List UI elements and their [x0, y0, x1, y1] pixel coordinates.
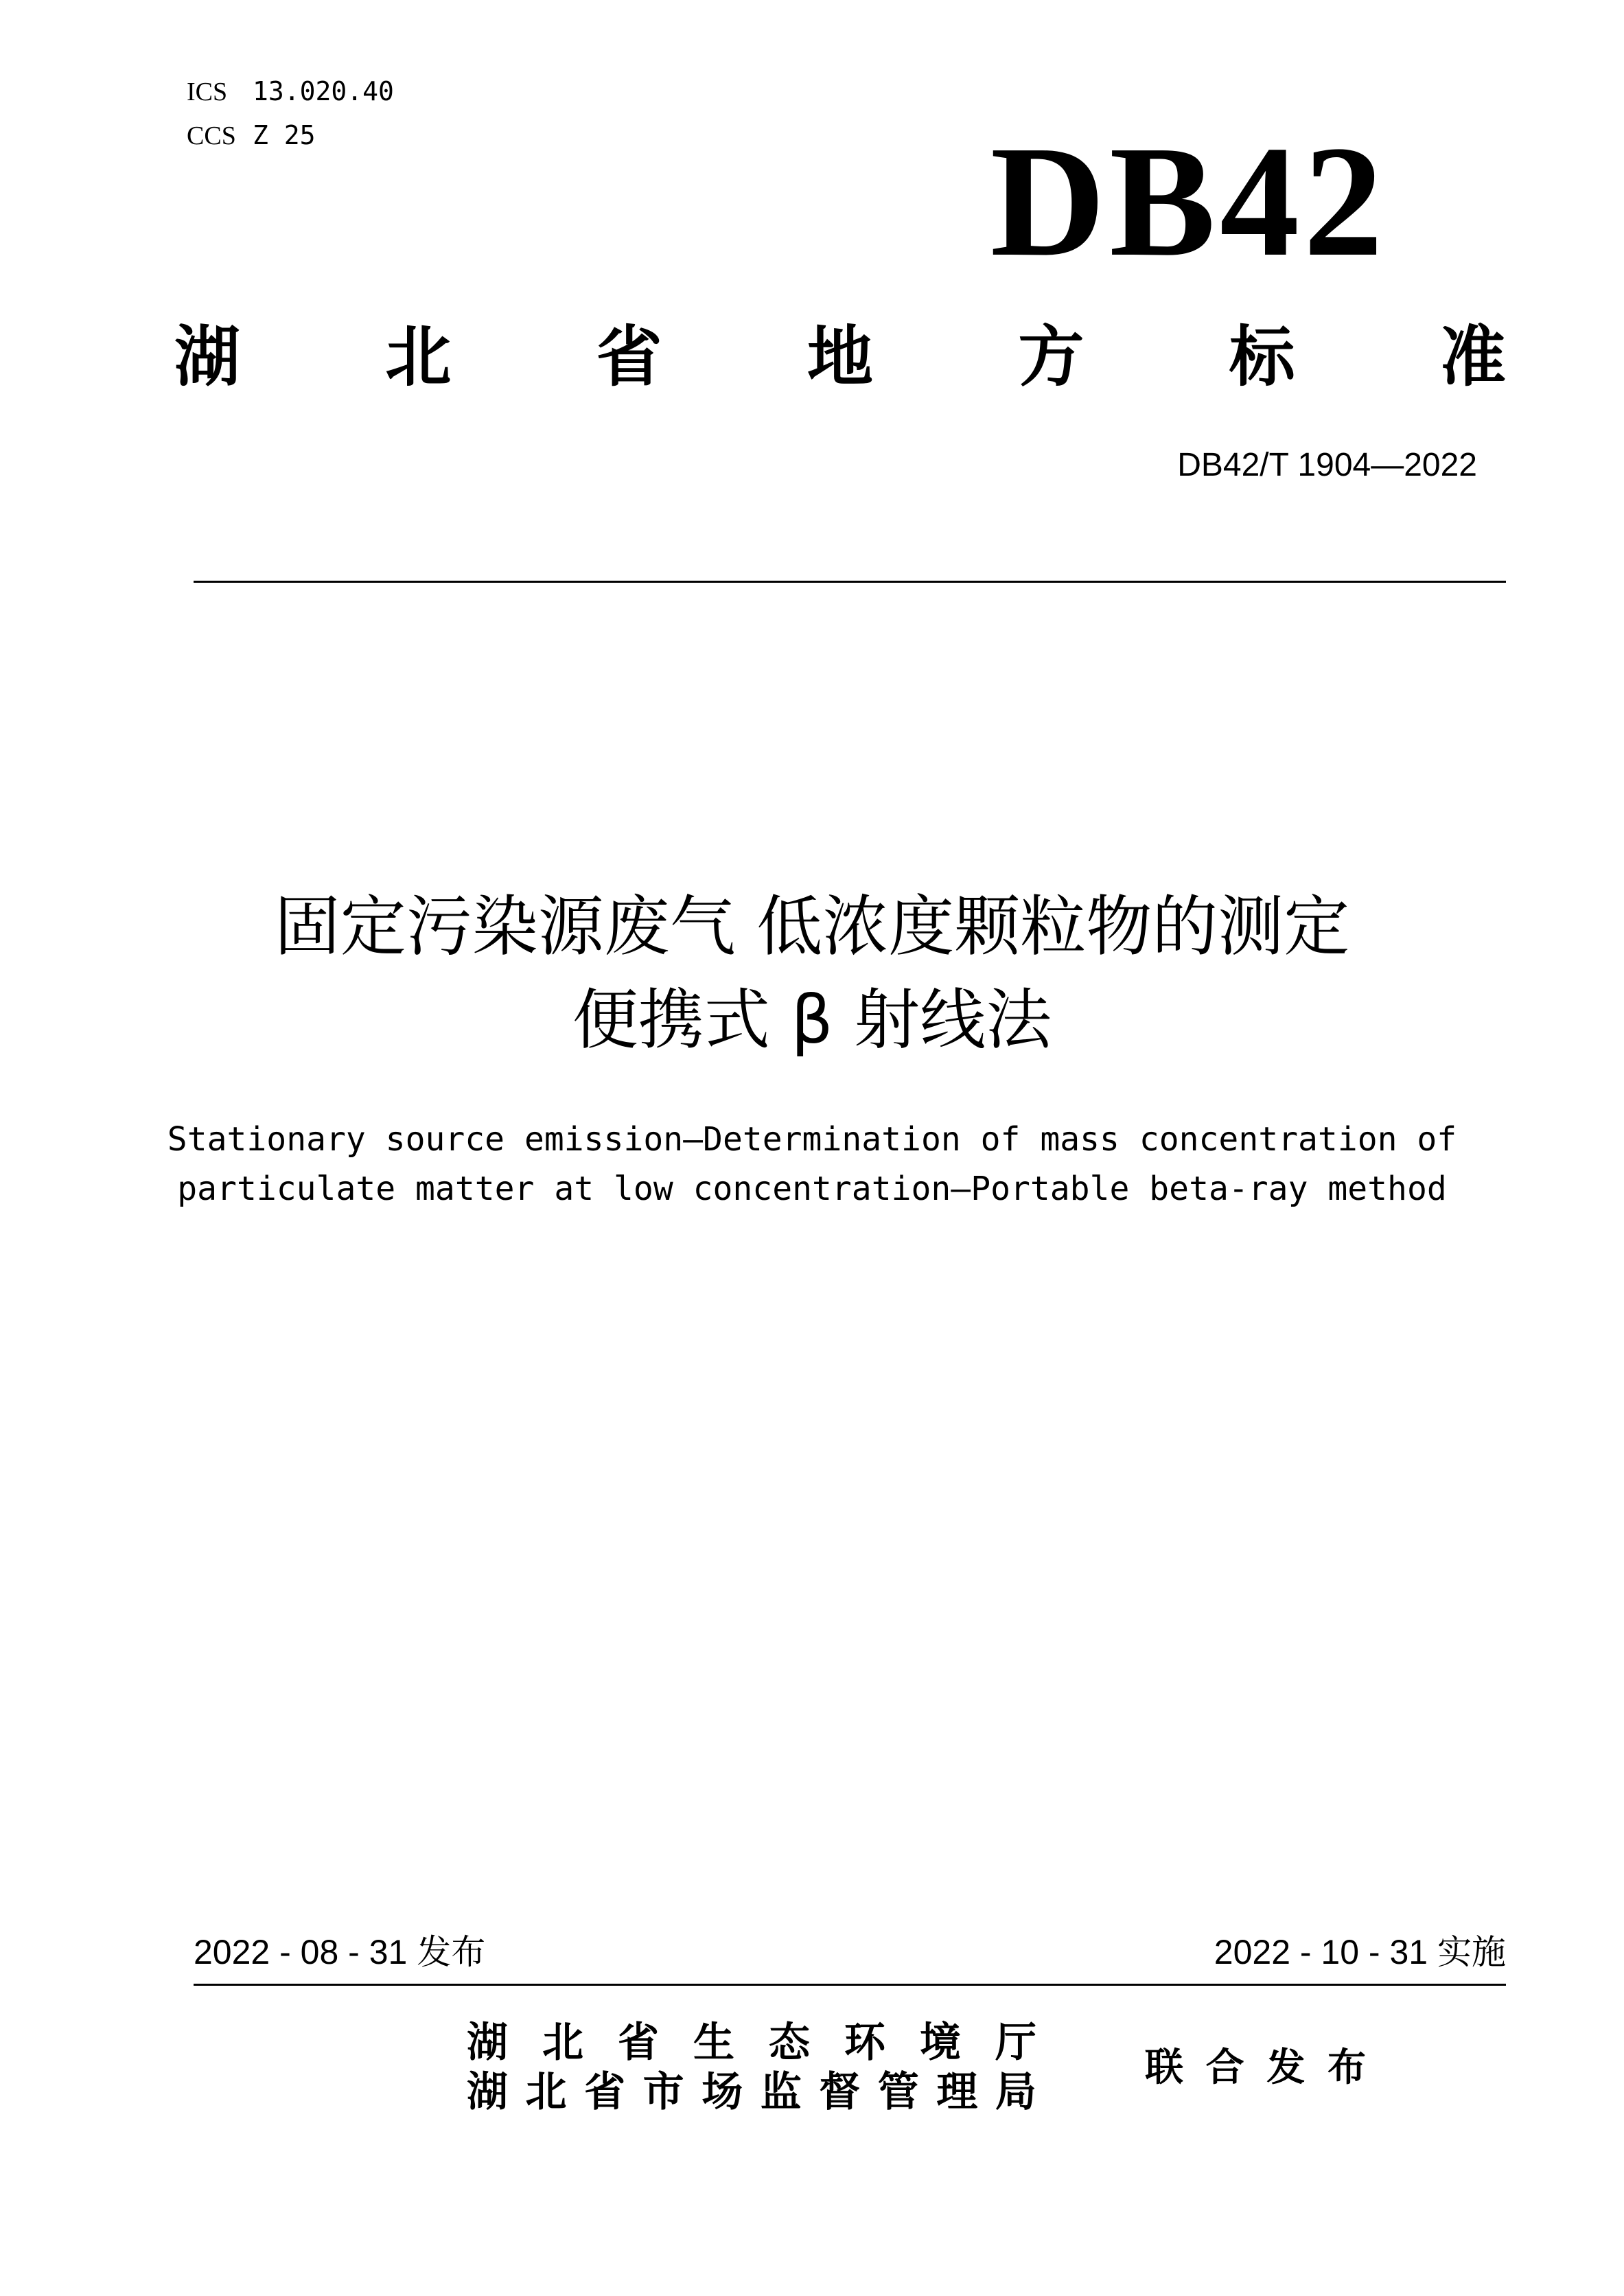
title-en-line-2: particulate matter at low concentration—Portable beta-ray method	[177, 1170, 1447, 1208]
ics-code	[187, 74, 394, 109]
issuer-char: 局	[995, 2068, 1036, 2116]
standard-number: DB42/T 1904—2022	[1177, 447, 1477, 483]
issuer-char: 理	[936, 2068, 978, 2116]
top-divider	[194, 581, 1506, 583]
implement-date: 2022 - 10 - 31 实施	[1214, 1933, 1506, 1971]
standard-type-char: 省	[596, 318, 662, 395]
joint-release-char: 发	[1266, 2045, 1306, 2090]
publish-date: 2022 - 08 - 31 发布	[194, 1933, 486, 1971]
joint-release-char: 合	[1205, 2045, 1244, 2090]
title-en-line-1: Stationary source emission—Determination of mass concentration of	[167, 1120, 1457, 1159]
title-zh-line-1: 固定污染源废气 低浓度颗粒物的测定	[274, 888, 1350, 965]
issuer-char: 厅	[995, 2019, 1036, 2067]
joint-release-char: 联	[1145, 2045, 1183, 2090]
db42-logo: DB42	[990, 113, 1387, 290]
issuer-ecology-environment-dept	[467, 2018, 1036, 2067]
standard-type-char: 湖	[174, 318, 240, 395]
standard-type-char: 北	[385, 318, 452, 395]
ccs-label: CCS	[187, 121, 236, 150]
ics-value: 13.020.40	[253, 76, 394, 106]
standard-type-char: 方	[1018, 318, 1084, 395]
standard-type-heading	[174, 312, 1506, 402]
standard-type-char: 标	[1229, 318, 1295, 395]
ccs-code	[187, 118, 316, 153]
issuer-char: 湖	[467, 2019, 508, 2067]
bottom-divider	[194, 1984, 1506, 1986]
issuer-char: 生	[693, 2019, 734, 2067]
issuer-char: 环	[844, 2019, 885, 2067]
issuer-char: 场	[701, 2068, 743, 2116]
issuer-char: 市	[642, 2068, 684, 2116]
issuer-char: 境	[920, 2019, 961, 2067]
ccs-value: Z 25	[253, 120, 316, 150]
issuer-char: 督	[819, 2068, 861, 2116]
joint-release-label	[1145, 2044, 1366, 2092]
issuer-market-supervision-bureau	[467, 2067, 1036, 2117]
ics-label: ICS	[187, 78, 228, 106]
issuer-char: 北	[525, 2068, 567, 2116]
standard-type-char: 地	[807, 318, 873, 395]
title-zh-line-2: 便携式 β 射线法	[572, 982, 1052, 1058]
issuer-char: 省	[584, 2068, 626, 2116]
issuer-char: 监	[760, 2068, 802, 2116]
issuer-char: 北	[542, 2019, 583, 2067]
issuer-char: 省	[618, 2019, 659, 2067]
issuer-char: 湖	[467, 2068, 508, 2116]
issuer-char: 态	[769, 2019, 810, 2067]
standard-type-char: 准	[1439, 318, 1506, 395]
issuer-char: 管	[877, 2068, 919, 2116]
joint-release-char: 布	[1327, 2045, 1366, 2090]
